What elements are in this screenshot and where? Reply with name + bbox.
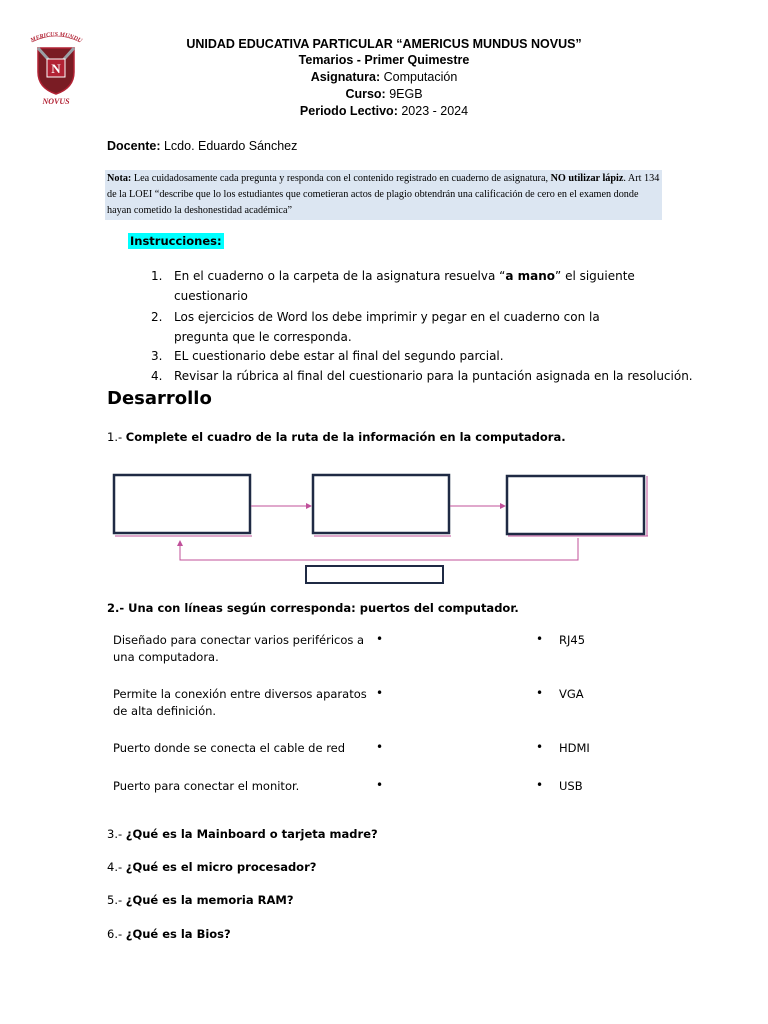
feedback-arrow: [180, 538, 578, 560]
instruction-text-pre: En el cuaderno o la carpeta de la asignatura resuelva “: [174, 269, 506, 283]
period-value: 2023 - 2024: [397, 104, 469, 118]
left-bullet[interactable]: •: [376, 632, 384, 646]
period-label: Periodo Lectivo:: [299, 104, 398, 118]
question-number: 2.-: [107, 601, 129, 615]
logo-letter: N: [51, 61, 61, 76]
right-bullet[interactable]: •: [536, 740, 544, 754]
question-number: 1.-: [107, 430, 126, 444]
question-text: ¿Qué es la Bios?: [125, 927, 231, 941]
instruction-text-bold: a mano: [505, 269, 556, 283]
course-label: Curso:: [345, 87, 386, 101]
subject-label: Asignatura:: [310, 70, 381, 84]
question-number: 3.-: [107, 827, 126, 841]
note-text-1: Lea cuidadosamente cada pregunta y responda con el contenido registrado en cuaderno de asignatura,: [131, 173, 551, 184]
question-2: [107, 601, 519, 615]
right-bullet[interactable]: •: [536, 778, 544, 792]
teacher-label: Docente:: [107, 139, 161, 153]
left-bullet[interactable]: •: [376, 740, 384, 754]
port-description: Puerto donde se conecta el cable de red: [113, 741, 346, 755]
instruction-text: Los ejercicios de Word los debe imprimir y pegar en el cuaderno con la pregunta que le corresponda.: [174, 310, 600, 344]
course-value: 9EGB: [385, 87, 423, 101]
process-box[interactable]: [313, 475, 449, 533]
note-text-2: . Art 134 de la LOEI “describe que lo los estudiantes que cometieran actos de plagio obtendrán una calificación de cero en el examen donde hayan cometido la deshonestidad académica”: [107, 173, 660, 216]
question-4: [107, 860, 316, 874]
port-name: VGA: [559, 687, 584, 701]
question-number: 6.-: [107, 927, 126, 941]
instruction-number: 4.: [151, 369, 163, 383]
instruction-number: 3.: [151, 349, 163, 363]
storage-box[interactable]: [306, 566, 443, 583]
instruction-text: Revisar la rúbrica al final del cuestionario para la puntación asignada en la resolución.: [174, 369, 693, 383]
right-bullet[interactable]: •: [536, 686, 544, 700]
question-5: [107, 893, 294, 907]
school-name: UNIDAD EDUCATIVA PARTICULAR “AMERICUS MUNDUS NOVUS”: [186, 37, 582, 51]
question-text: ¿Qué es la Mainboard o tarjeta madre?: [125, 827, 378, 841]
note-label: Nota:: [107, 173, 132, 184]
input-box[interactable]: [114, 475, 250, 533]
question-3: [107, 827, 378, 841]
port-name: RJ45: [559, 633, 586, 647]
question-text: ¿Qué es el micro procesador?: [125, 860, 317, 874]
output-box[interactable]: [507, 476, 644, 534]
port-description: Permite la conexión entre diversos aparatos de alta definición.: [113, 687, 367, 718]
subject-value: Computación: [380, 70, 458, 84]
port-description: Diseñado para conectar varios periféricos a una computadora.: [113, 633, 365, 664]
instruction-number: 1.: [151, 269, 163, 283]
subtitle: Temarios - Primer Quimestre: [298, 53, 470, 67]
question-number: 4.-: [107, 860, 126, 874]
instruction-text-post: ” el siguiente cuestionario: [174, 269, 635, 303]
instruction-number: 2.: [151, 310, 163, 324]
port-description: Puerto para conectar el monitor.: [113, 779, 300, 793]
teacher-value: Lcdo. Eduardo Sánchez: [160, 139, 298, 153]
right-bullet[interactable]: •: [536, 632, 544, 646]
logo-top-text: MERICUS MUNDU: [29, 32, 83, 45]
note-emphasis: NO utilizar lápiz: [550, 173, 624, 184]
port-name: USB: [559, 779, 583, 793]
question-text: Una con líneas según corresponda: puertos del computador.: [128, 601, 519, 615]
question-number: 5.-: [107, 893, 126, 907]
instruction-text: EL cuestionario debe estar al final del segundo parcial.: [174, 349, 504, 363]
left-bullet[interactable]: •: [376, 778, 384, 792]
instructions-label: Instrucciones:: [130, 234, 222, 248]
left-bullet[interactable]: •: [376, 686, 384, 700]
logo-bottom-text: NOVUS: [42, 97, 70, 106]
question-6: [107, 927, 231, 941]
section-title: Desarrollo: [107, 388, 212, 409]
question-text: ¿Qué es la memoria RAM?: [125, 893, 294, 907]
port-name: HDMI: [559, 741, 590, 755]
question-text: Complete el cuadro de la ruta de la información en la computadora.: [125, 430, 566, 444]
